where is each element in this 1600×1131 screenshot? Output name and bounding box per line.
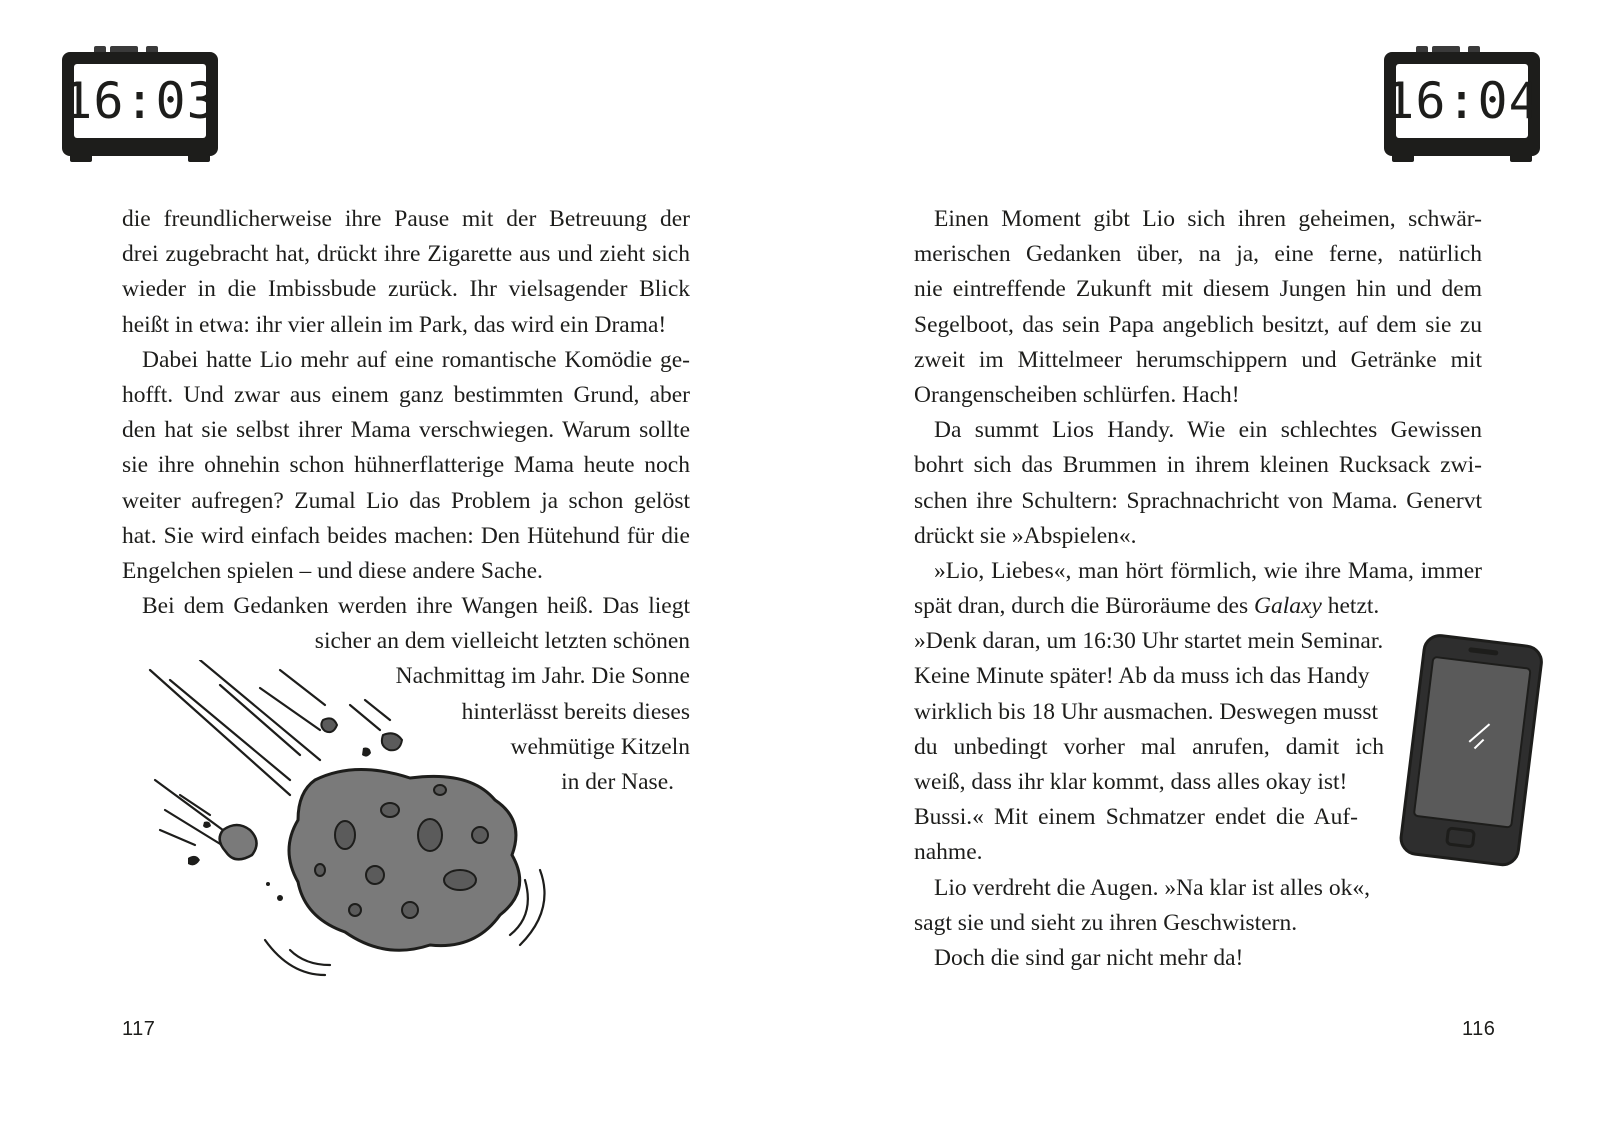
text-line: zweit im Mittelmeer herumschippern und Getränke mit: [914, 346, 1482, 373]
text-line: Bussi.« Mit einem Schmatzer endet die Auf-: [914, 804, 1358, 831]
text-line: Doch die sind gar nicht mehr da!: [934, 944, 1244, 971]
text-line: wehmütige Kitzeln: [510, 733, 690, 760]
text-line: hinterlässt bereits dieses: [461, 698, 690, 725]
page-number: 116: [1462, 1018, 1496, 1040]
text-line: heißt in etwa: ihr vier allein im Park, das wird ein Drama!: [122, 311, 667, 338]
text-line: Bei dem Gedanken werden ihre Wangen heiß. Das liegt: [142, 593, 690, 620]
text-line: drückt sie »Abspielen«.: [914, 522, 1137, 549]
text-line: Orangenscheiben schlürfen. Hach!: [914, 381, 1240, 408]
text-line: merischen Gedanken über, na ja, eine ferne, natürlich: [914, 241, 1482, 268]
text-line: hofft. Und zwar aus einem ganz bestimmten Grund, aber: [122, 381, 690, 408]
text-line: spät dran, durch die Büroräume des Galaxy hetzt.: [914, 593, 1380, 620]
text-line: wirklich bis 18 Uhr ausmachen. Deswegen musst: [914, 698, 1379, 725]
text-line: du unbedingt vorher mal anrufen, damit ich: [914, 733, 1384, 760]
text-line: Segelboot, das sein Papa angeblich besitzt, auf dem sie zu: [914, 311, 1482, 338]
text-line: Einen Moment gibt Lio sich ihren geheimen, schwär-: [934, 206, 1482, 232]
text-line: Engelchen spielen – und diese andere Sache.: [122, 557, 543, 584]
text-line: nie eintreffende Zukunft mit diesem Jungen hin und dem: [914, 276, 1482, 303]
text-line: Nachmittag im Jahr. Die Sonne: [395, 663, 690, 690]
right-page: [800, 0, 1600, 1131]
text-line: Dabei hatte Lio mehr auf eine romantische Komödie ge-: [142, 346, 690, 373]
falling-asteroid-icon: [140, 660, 580, 1010]
text-line: nahme.: [914, 839, 983, 866]
text-line: Lio verdreht die Augen. »Na klar ist alles ok«,: [934, 874, 1370, 901]
text-line: sagt sie und sieht zu ihren Geschwistern.: [914, 909, 1298, 936]
alarm-clock-icon: [1382, 46, 1542, 166]
text-line: den hat sie selbst ihrer Mama verschwiegen. Warum sollte: [122, 417, 690, 444]
text-line: hat. Sie wird einfach beides machen: Den Hütehund für die: [122, 522, 690, 549]
text-line: »Lio, Liebes«, man hört förmlich, wie ihre Mama, immer: [934, 557, 1482, 584]
text-line: drei zugebracht hat, drückt ihre Zigarette aus und zieht sich: [122, 241, 690, 268]
text-line: sie ihre ohnehin schon hühnerflatterige Mama heute noch: [122, 452, 690, 479]
page-number: 117: [122, 1018, 156, 1040]
text-line: bohrt sich das Brummen in ihrem kleinen Rucksack zwi-: [914, 452, 1482, 479]
clock-time: 16:03: [62, 72, 218, 130]
text-line: weiter aufregen? Zumal Lio das Problem ja schon gelöst: [122, 487, 690, 514]
text-line: die freundlicherweise ihre Pause mit der Betreuung der: [122, 206, 690, 232]
text-line: sicher an dem vielleicht letzten schönen: [314, 628, 690, 655]
text-line: schen ihre Schultern: Sprachnachricht von Mama. Genervt: [914, 487, 1482, 514]
text-line: »Denk daran, um 16:30 Uhr startet mein Seminar.: [914, 628, 1384, 655]
text-line: wieder in die Imbissbude zurück. Ihr vielsagender Blick: [122, 276, 690, 303]
text-line: in der Nase.: [561, 769, 674, 795]
text-line: weiß, dass ihr klar kommt, dass alles okay ist!: [914, 769, 1348, 795]
text-line: Keine Minute später! Ab da muss ich das Handy: [914, 663, 1370, 690]
smartphone-icon: [1390, 632, 1550, 872]
clock-time: 16:04: [1384, 72, 1540, 130]
alarm-clock-icon: [60, 46, 220, 166]
text-line: Da summt Lios Handy. Wie ein schlechtes Gewissen: [934, 417, 1482, 444]
